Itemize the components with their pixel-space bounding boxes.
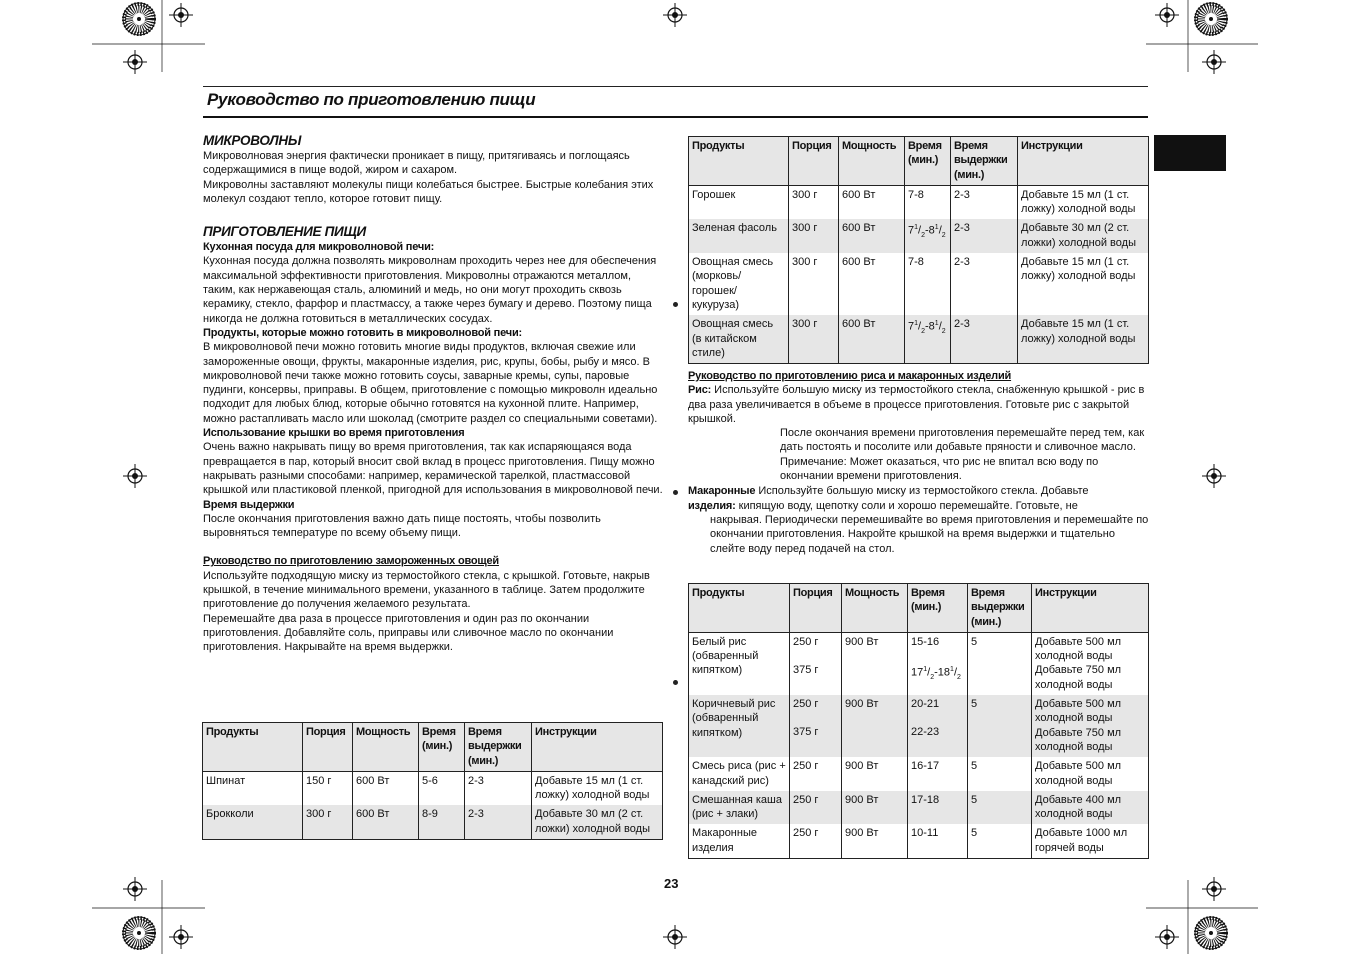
cell-time: 5-6 (419, 771, 465, 805)
header-portion: Порция (303, 723, 353, 772)
cell-time: 8-9 (419, 805, 465, 839)
cell-time: 10-11 (908, 824, 968, 858)
cell-power: 600 Вт (353, 771, 419, 805)
cell-product: Коричневый рис (обваренный кипятком) (689, 695, 790, 757)
cell-power: 900 Вт (842, 791, 908, 825)
cell-standing: 5 (968, 824, 1032, 858)
cell-instructions: Добавьте 500 мл холодной воды Добавьте 750 мл холодной воды (1032, 632, 1149, 695)
cell-product: Зеленая фасоль (689, 219, 789, 253)
cell-standing: 2-3 (951, 315, 1018, 363)
header-instructions: Инструкции (532, 723, 663, 772)
cell-standing: 5 (968, 695, 1032, 757)
rice-after: После окончания времени приготовления перемешайте перед тем, как дать постоять и посолите или добавьте пряности и сливочное масло. (780, 427, 1145, 454)
table-row (689, 253, 1149, 315)
cell-instructions: Добавьте 500 мл холодной воды Добавьте 750 мл холодной воды (1032, 695, 1149, 757)
cell-instructions: Добавьте 400 мл холодной воды (1032, 791, 1149, 825)
cell-portion: 250 г 375 г (790, 695, 842, 757)
table-row (689, 695, 1149, 757)
header-portion: Порция (789, 137, 839, 186)
cooking-heading: ПРИГОТОВЛЕНИЕ ПИЩИ (203, 224, 366, 240)
rice-title: Руководство по приготовлению риса и макаронных изделий (688, 370, 1012, 382)
header-standing: Время выдержки (мин.) (951, 137, 1018, 186)
page-title: Руководство по приготовлению пищи (207, 90, 536, 109)
cell-instructions: Добавьте 15 мл (1 ст. ложку) холодной воды (1018, 315, 1149, 363)
cell-standing: 5 (968, 791, 1032, 825)
cell-power: 900 Вт (842, 695, 908, 757)
cell-portion: 300 г (789, 253, 839, 315)
table-row (689, 632, 1149, 695)
cell-instructions: Добавьте 30 мл (2 ст. ложки) холодной воды (532, 805, 663, 839)
standing-title: Время выдержки (203, 498, 295, 511)
rice-guide (688, 369, 1150, 556)
rice-paragraph: Рис: Используйте большую миску из термостойкого стекла, снабженную крышкой - рис в два раза увеличивается в объеме в процессе приготовления. Готовьте рис с закрытой крышкой. (688, 384, 1145, 425)
frozen-veg-table-right (688, 136, 1149, 364)
registration-mark-br (1146, 877, 1258, 954)
cell-instructions: Добавьте 15 мл (1 ст. ложку) холодной воды (532, 771, 663, 805)
cell-product: Смесь риса (рис + канадский рис) (689, 757, 790, 791)
cell-portion: 250 г (790, 791, 842, 825)
cell-product: Макаронные изделия (689, 824, 790, 858)
binding-dot (673, 490, 678, 495)
header-instructions: Инструкции (1018, 137, 1149, 186)
table-row (689, 824, 1149, 858)
foods-title: Продукты, которые можно готовить в микроволновой печи: (203, 326, 522, 339)
header-product: Продукты (203, 723, 303, 772)
cell-time: $7^1/_2-8^1/_2$ (905, 219, 951, 253)
header-product: Продукты (689, 584, 790, 633)
cell-power: 600 Вт (839, 315, 905, 363)
cell-standing: 2-3 (465, 805, 532, 839)
header-product: Продукты (689, 137, 789, 186)
foods-text: В микроволновой печи можно готовить многие виды продуктов, включая свежие или замороженные овощи, фрукты, макаронные изделия, рис, крупы, бобы, рыбу и мясо. В микроволновой печи также можно готовить соусы, заварные кремы, супы, паровые пудинги, консервы, приправы. В общем, приготовление с помощью микроволн идеально подходит для любых блюд, которые обычно готовятся на кухонной плите. Например, можно растапливать масло или шоколад (смотрите раздел со специальными советами). (203, 341, 658, 425)
cell-standing: 2-3 (951, 219, 1018, 253)
table-row (689, 791, 1149, 825)
cell-standing: 2-3 (951, 185, 1018, 219)
cell-power: 900 Вт (842, 824, 908, 858)
cell-product: Смешанная каша (рис + злаки) (689, 791, 790, 825)
cell-portion: 250 г (790, 824, 842, 858)
cookware-text: Кухонная посуда должна позволять микроволнам проходить через нее для обеспечения максимальной эффективности приготовления. Микроволны отражаются металлом, таким, как нержавеющая сталь, алюминий и медь, но они могут проходить сквозь керамику, стекло, фарфор и пластмассу, а также через бумагу и дерево. Поэтому пища никогда не должна готовиться в металлических сосудах. (203, 255, 657, 325)
frozen-paragraph-1: Используйте подходящую миску из термостойкого стекла, с крышкой. Готовьте, накрыв крышкой, в течение минимального времени, указанного в таблице. Затем продолжите приготовление до получения желаемого результата. (203, 569, 650, 611)
header-time: Время (мин.) (419, 723, 465, 772)
cell-instructions: Добавьте 15 мл (1 ст. ложку) холодной воды (1018, 185, 1149, 219)
header-standing: Время выдержки (мин.) (968, 584, 1032, 633)
header-power: Мощность (842, 584, 908, 633)
pasta-text: накрывая. Периодически перемешивайте во время приготовления и перемешайте по окончании приготовления. Накройте крышкой на время выдержки и тщательно слейте воду перед подачей на стол. (710, 513, 1149, 555)
page-number: 23 (664, 876, 679, 891)
cell-instructions: Добавьте 15 мл (1 ст. ложку) холодной воды (1018, 253, 1149, 315)
cell-portion: 300 г (789, 185, 839, 219)
header-time: Время (мин.) (905, 137, 951, 186)
microwaves-paragraph-2: Микроволны заставляют молекулы пищи колебаться быстрее. Быстрые колебания этих молекул создают тепло, которое готовит пищу. (203, 178, 654, 205)
header-portion: Порция (790, 584, 842, 633)
pasta-line-2: изделия: кипящую воду, щепотку соли и хорошо перемешайте. Готовьте, не (688, 499, 1078, 512)
cell-time: 20-21 22-23 (908, 695, 968, 757)
cell-time: 7-8 (905, 253, 951, 315)
registration-mark-tl (92, 0, 205, 74)
cell-standing: 5 (968, 632, 1032, 695)
cover-text: Очень важно накрывать пищу во время приготовления, так как испаряющаяся вода превращается в пар, который вносит свой вклад в процесс приготовления. Пищу можно накрывать разными способами: например, керамической тарелкой, пластмассовой крышкой или пластиковой пленкой, пригодной для использования в микроволновой печи. (203, 441, 663, 497)
cell-standing: 5 (968, 757, 1032, 791)
cell-product: Овощная смесь (в китайском стиле) (689, 315, 789, 363)
cell-standing: 2-3 (465, 771, 532, 805)
cell-instructions: Добавьте 30 мл (2 ст. ложки) холодной воды (1018, 219, 1149, 253)
cell-power: 600 Вт (839, 185, 905, 219)
pasta-line-1: Макаронные Используйте большую миску из термостойкого стекла. Добавьте (688, 485, 1089, 498)
table-row (689, 219, 1149, 253)
cell-time: 7-8 (905, 185, 951, 219)
header-power: Мощность (839, 137, 905, 186)
header-power: Мощность (353, 723, 419, 772)
binding-dot (673, 680, 678, 685)
registration-mark-bl (92, 877, 205, 954)
cell-product: Овощная смесь (морковь/ горошек/ кукуруза) (689, 253, 789, 315)
table-row (689, 185, 1149, 219)
table-row (689, 757, 1149, 791)
cell-instructions: Добавьте 500 мл холодной воды (1032, 757, 1149, 791)
cell-portion: 150 г (303, 771, 353, 805)
header-instructions: Инструкции (1032, 584, 1149, 633)
header-time: Время (мин.) (908, 584, 968, 633)
cell-portion: 300 г (789, 315, 839, 363)
cell-time: 15-16 $17^1/_2-18^1/_2$ (908, 632, 968, 695)
cell-time: $7^1/_2-8^1/_2$ (905, 315, 951, 363)
cell-portion: 300 г (303, 805, 353, 839)
binding-dot (673, 302, 678, 307)
header-standing: Время выдержки (мин.) (465, 723, 532, 772)
cover-title: Использование крышки во время приготовления (203, 427, 465, 440)
cell-time: 17-18 (908, 791, 968, 825)
cell-product: Брокколи (203, 805, 303, 839)
cell-power: 600 Вт (353, 805, 419, 839)
cell-power: 600 Вт (839, 219, 905, 253)
rice-table (688, 583, 1149, 859)
registration-mark-tr (1146, 0, 1258, 74)
table-row (203, 805, 663, 839)
microwaves-paragraph-1: Микроволновая энергия фактически проникает в пищу, притягиваясь и поглощаясь содержащимися в пище водой, жиром и сахаром. (203, 150, 630, 177)
table-row (689, 315, 1149, 363)
cell-power: 600 Вт (839, 253, 905, 315)
standing-text: После окончания приготовления важно дать пище постоять, чтобы позволить выровняться температуре по всему объему пищи. (203, 512, 601, 540)
rice-note: Примечание: Может оказаться, что рис не впитал всю воду по окончании времени приготовления. (780, 455, 1099, 483)
frozen-title: Руководство по приготовлению замороженных овощей (203, 555, 499, 568)
microwaves-heading: МИКРОВОЛНЫ (203, 133, 302, 148)
cell-power: 900 Вт (842, 632, 908, 695)
cell-portion: 250 г (790, 757, 842, 791)
section-tab (1154, 135, 1226, 171)
cell-standing: 2-3 (951, 253, 1018, 315)
cell-product: Белый рис (обваренный кипятком) (689, 632, 790, 695)
cell-time: 16-17 (908, 757, 968, 791)
left-column (203, 133, 665, 655)
frozen-paragraph-2: Перемешайте два раза в процессе приготовления и один раз по окончании приготовления. Добавляйте соль, приправы или сливочное масло по окончании приготовления. Накрывайте на время выдержки. (203, 612, 614, 654)
cell-portion: 300 г (789, 219, 839, 253)
cell-product: Горошек (689, 185, 789, 219)
table-row (203, 771, 663, 805)
cell-instructions: Добавьте 1000 мл горячей воды (1032, 824, 1149, 858)
cell-product: Шпинат (203, 771, 303, 805)
cookware-title: Кухонная посуда для микроволновой печи: (203, 241, 435, 254)
cell-power: 900 Вт (842, 757, 908, 791)
cell-portion: 250 г 375 г (790, 632, 842, 695)
frozen-veg-table-left (202, 722, 663, 840)
